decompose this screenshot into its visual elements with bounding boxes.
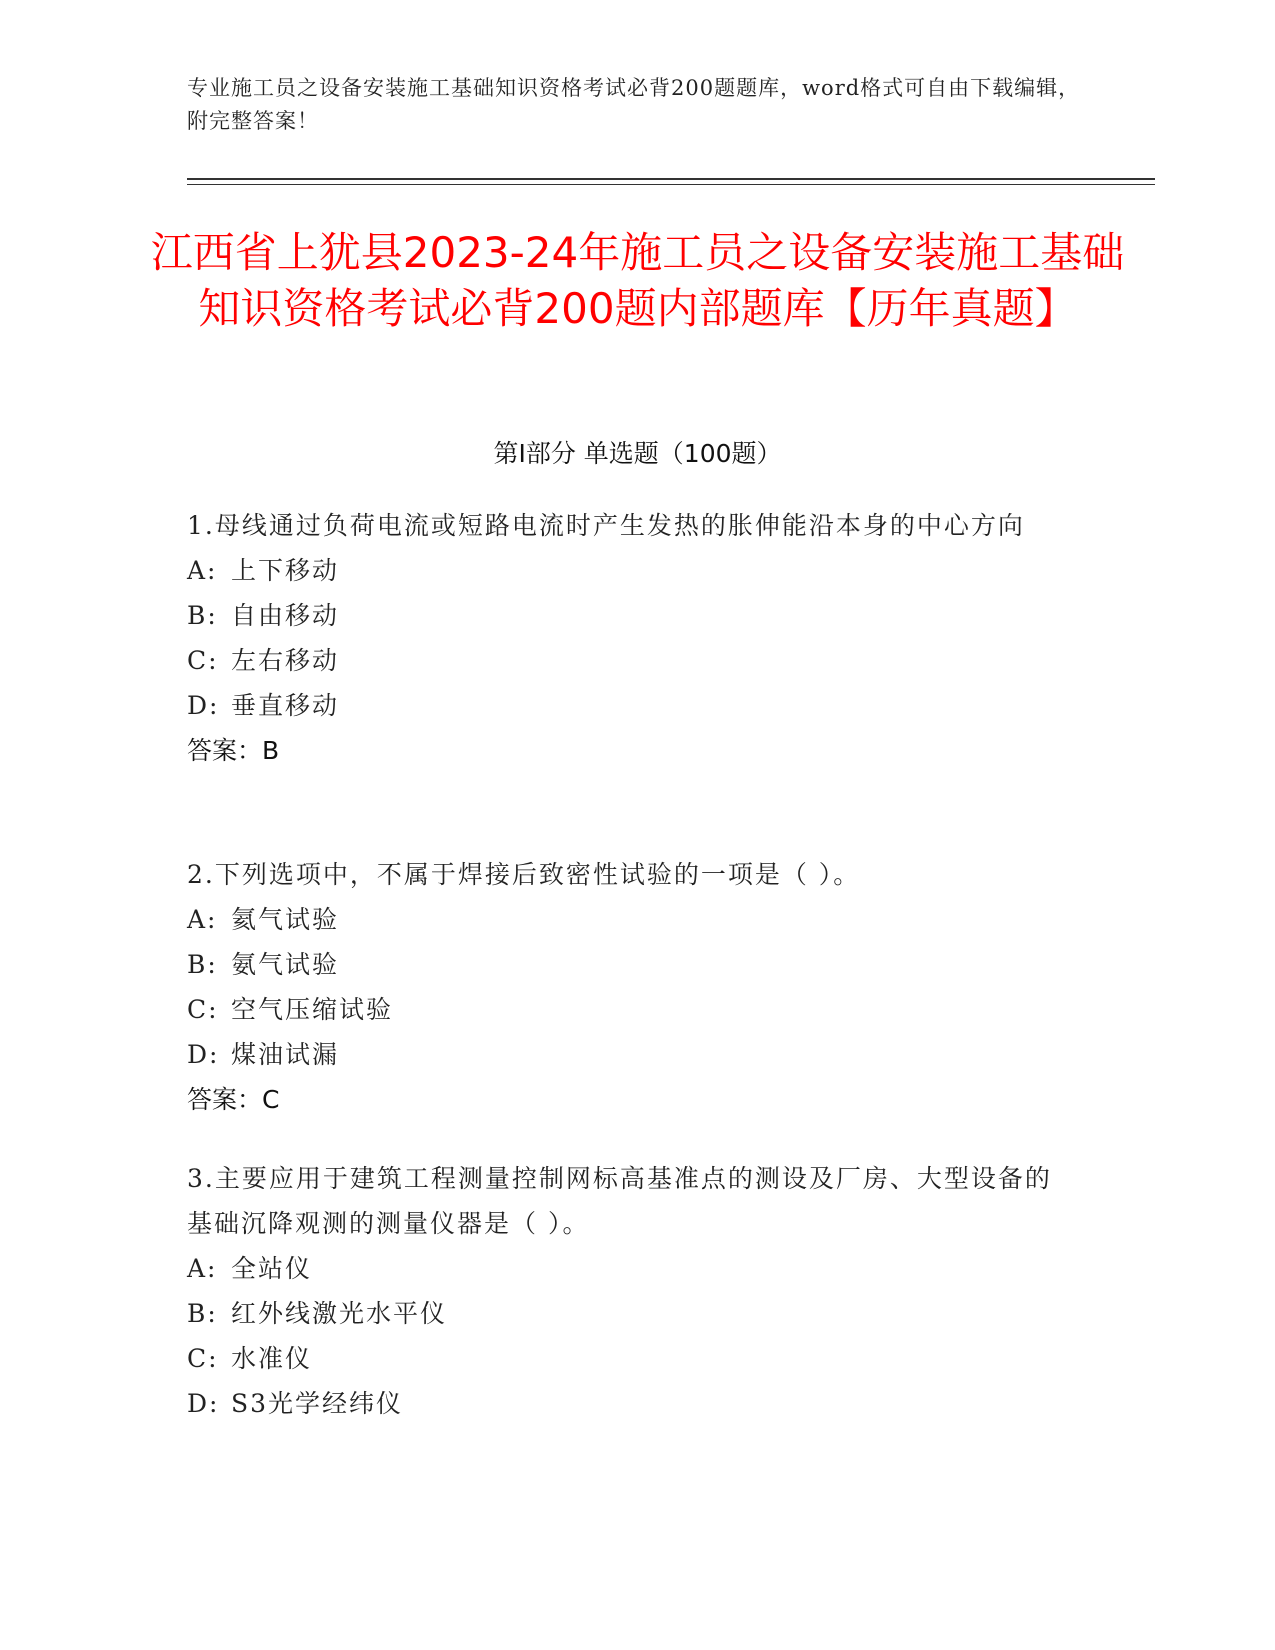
option-key: B: — [187, 601, 218, 630]
option-key: B: — [187, 950, 218, 979]
question-stem: 3.主要应用于建筑工程测量控制网标高基准点的测设及厂房、大型设备的基础沉降观测的测量仪器是（ ）。 — [187, 1164, 1052, 1238]
option-key: D: — [187, 1389, 220, 1418]
question-stem: 1.母线通过负荷电流或短路电流时产生发热的胀伸能沿本身的中心方向 — [187, 511, 1025, 540]
option-d — [187, 683, 1067, 728]
option-a — [187, 548, 1067, 593]
option-key: C: — [187, 995, 219, 1024]
option-text: 左右移动 — [231, 646, 340, 675]
option-d — [187, 1032, 1067, 1077]
section-heading: 第Ⅰ部分 单选题（100题） — [493, 439, 782, 468]
header-divider-thin — [187, 184, 1155, 185]
option-c — [187, 638, 1067, 683]
option-key: C: — [187, 1344, 219, 1373]
option-text: 自由移动 — [231, 601, 340, 630]
option-b — [187, 1291, 1067, 1336]
option-a — [187, 1246, 1067, 1291]
option-text: 氨气试验 — [231, 950, 340, 979]
option-text: 空气压缩试验 — [231, 995, 394, 1024]
header-note: 专业施工员之设备安装施工基础知识资格考试必背200题题库，word格式可自由下载编辑，附完整答案！ — [187, 76, 1081, 133]
option-text: 垂直移动 — [231, 691, 340, 720]
option-key: A: — [187, 556, 218, 585]
header-divider-thick — [187, 178, 1155, 180]
option-key: C: — [187, 646, 219, 675]
option-c — [187, 987, 1067, 1032]
answer-line: 答案：B — [187, 736, 280, 765]
option-b — [187, 593, 1067, 638]
option-text: 红外线激光水平仪 — [231, 1299, 448, 1328]
question-3 — [187, 1156, 1067, 1426]
option-key: A: — [187, 905, 218, 934]
option-key: D: — [187, 1040, 220, 1069]
option-key: D: — [187, 691, 220, 720]
option-key: A: — [187, 1254, 218, 1283]
option-d — [187, 1381, 1067, 1426]
option-text: S3光学经纬仪 — [231, 1389, 404, 1418]
option-c — [187, 1336, 1067, 1381]
question-2 — [187, 852, 1067, 1122]
option-b — [187, 942, 1067, 987]
option-text: 水准仪 — [231, 1344, 313, 1373]
question-stem: 2.下列选项中，不属于焊接后致密性试验的一项是（ ）。 — [187, 860, 861, 889]
option-text: 全站仪 — [231, 1254, 313, 1283]
answer-line: 答案：C — [187, 1085, 280, 1114]
option-key: B: — [187, 1299, 218, 1328]
option-text: 上下移动 — [231, 556, 340, 585]
option-text: 煤油试漏 — [231, 1040, 340, 1069]
option-a — [187, 897, 1067, 942]
document-title: 江西省上犹县2023-24年施工员之设备安装施工基础知识资格考试必背200题内部题库【历年真题】 — [150, 228, 1125, 333]
option-text: 氦气试验 — [231, 905, 340, 934]
question-1 — [187, 503, 1067, 773]
